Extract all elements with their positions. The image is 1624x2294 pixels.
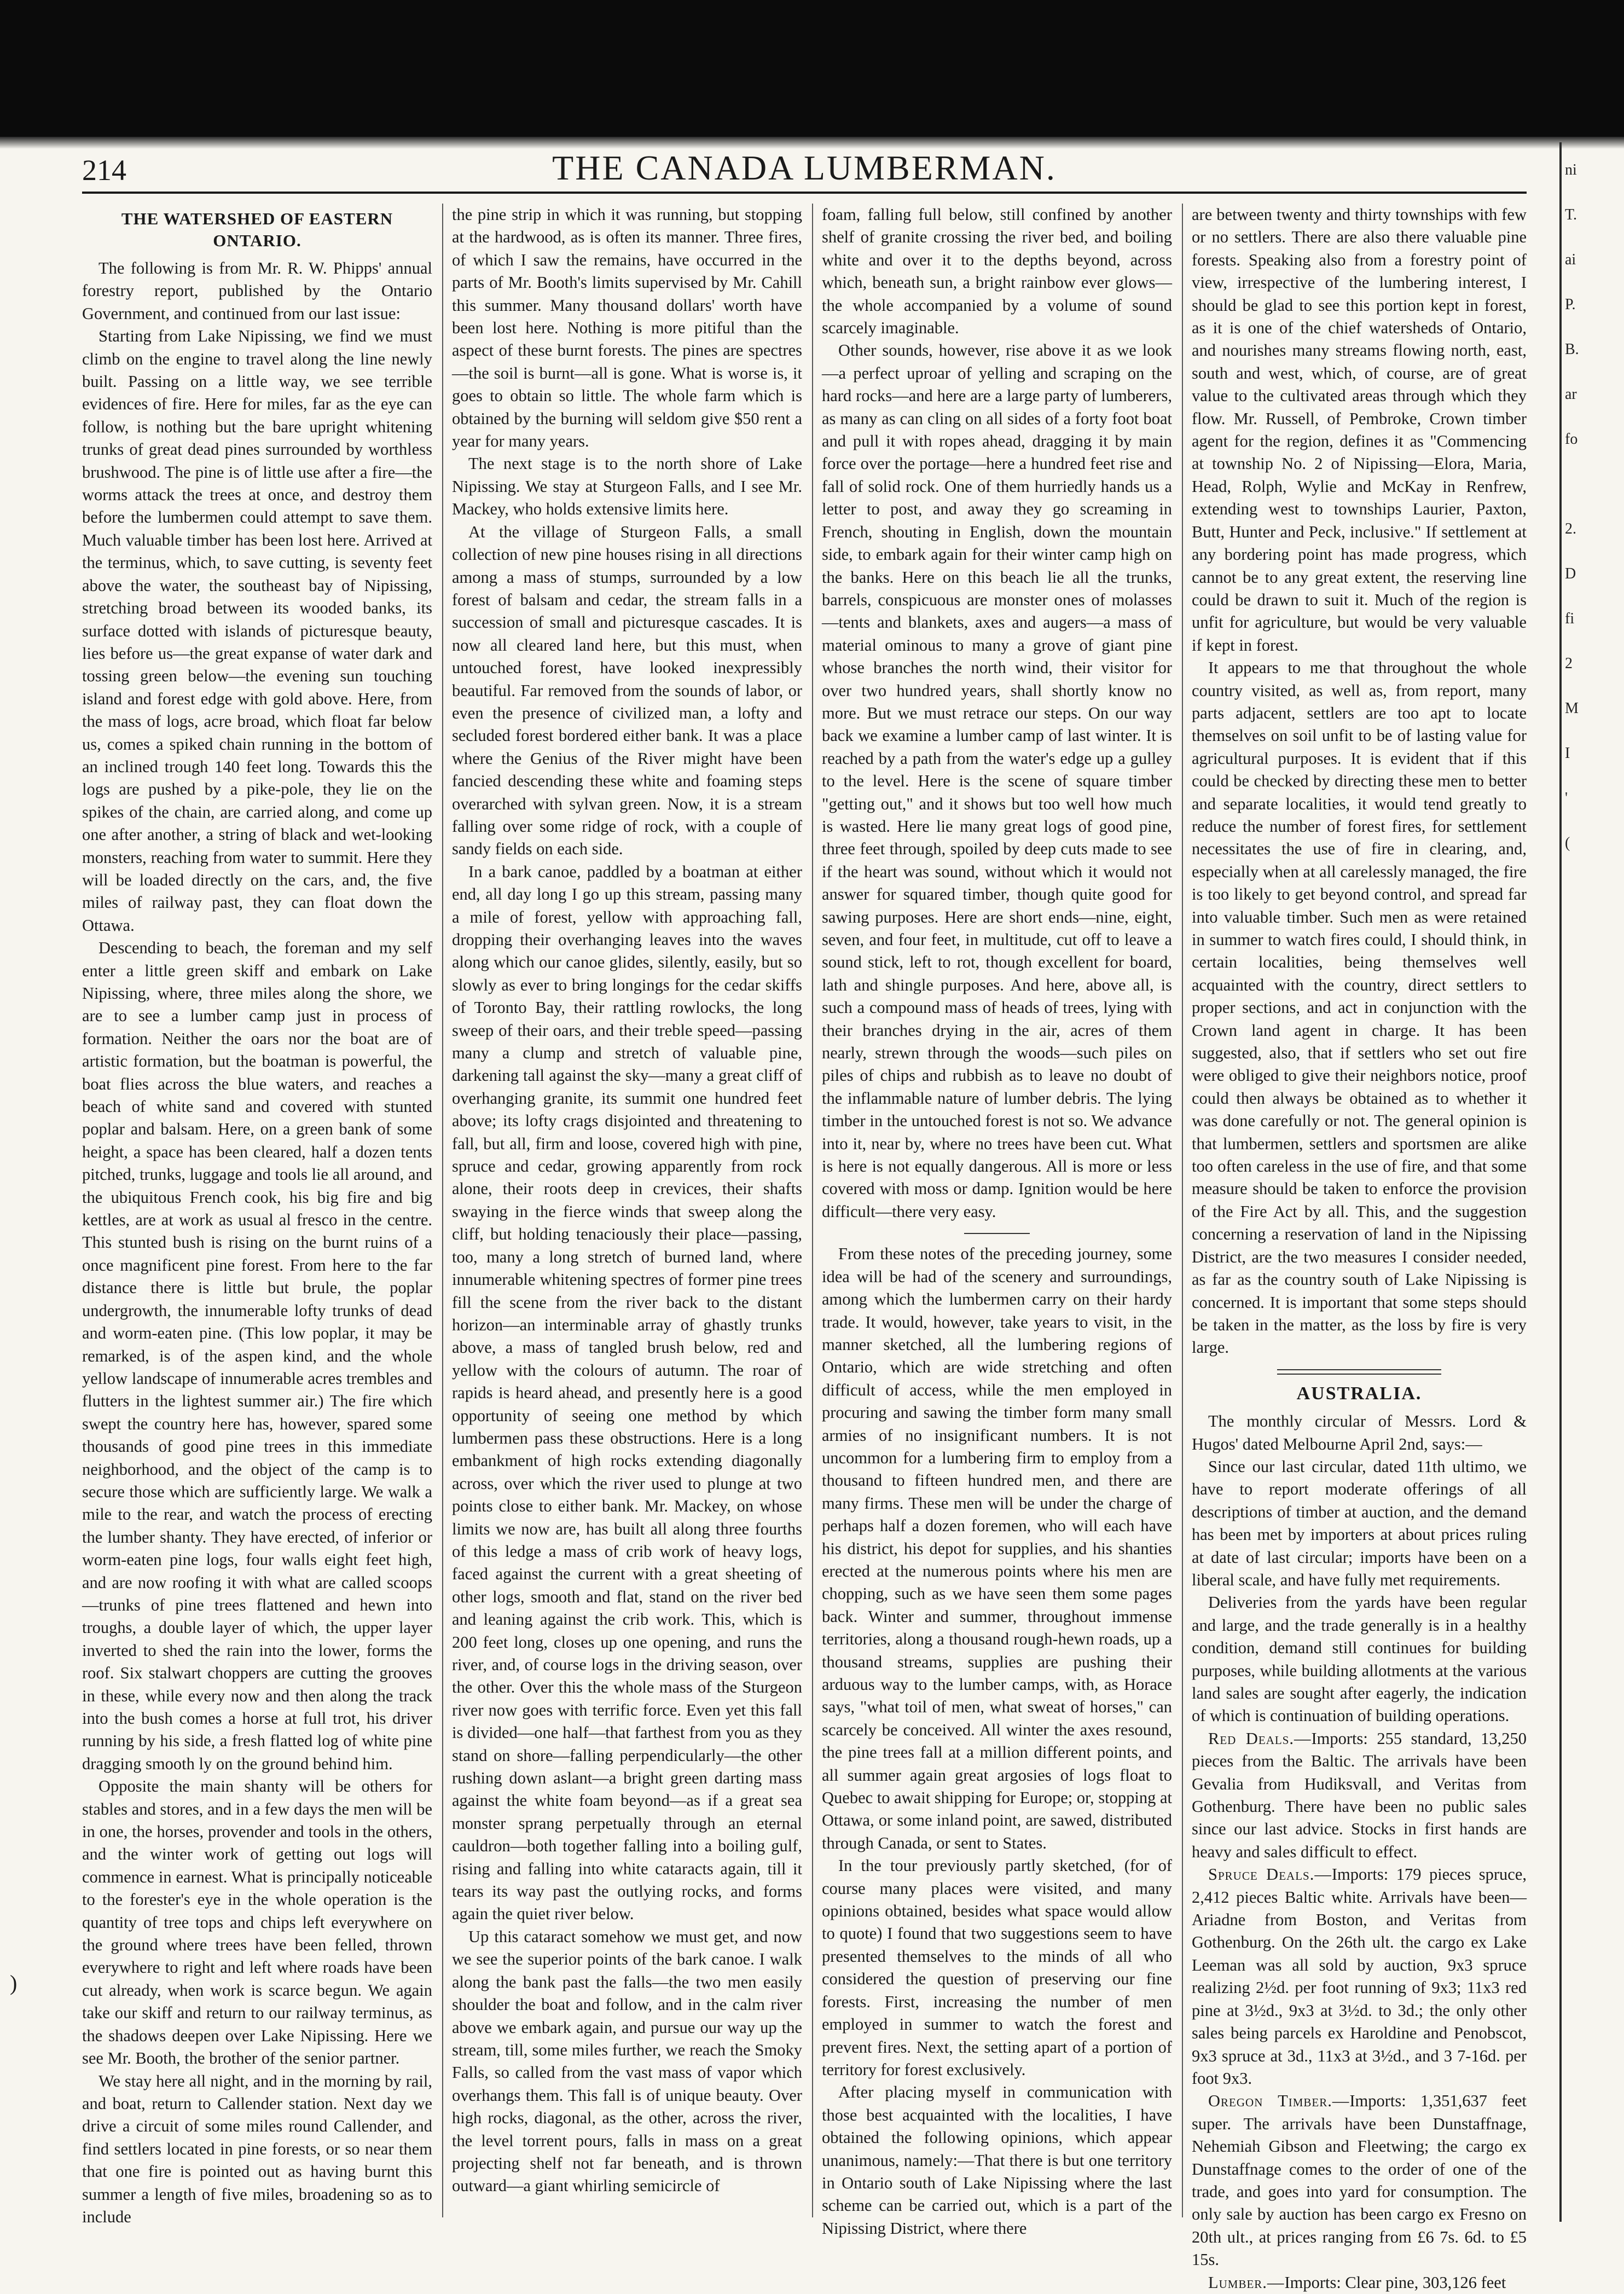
masthead-title: THE CANADA LUMBERMAN. [552,148,1057,187]
margin-fragment: fo [1565,431,1578,448]
paragraph: It appears to me that throughout the whole country visited, as well as, from report, many parts adjacent, settlers are too apt to locate themselves on soil unfit to be of lasting value for agricultural purposes. It is evident that if this could be checked by directing these men to better and separate localities, it would tend greatly to reduce the number of forest fires, for settlement necessitates the use of fire in clearing, and, especially when at all carelessly managed, the fire is too likely to get beyond control, and spread far into valuable timber. Such men as were retained in summer to watch fires could, I should think, in certain localities, being themselves well acquainted with the country, direct settlers to proper sections, and act in conjunction with the Crown land agent in charge. It has been suggested, also, that if settlers who set out fire were obliged to give their neighbors notice, proof could then always be obtained as to whether it was done carefully or not. The general opinion is that lumbermen, settlers and sportsmen are alike too often careless in the use of fire, and that some measure should be taken to enforce the provision of the Fire Act by all. This, and the suggestion concerning a reservation of land in the Nipissing District, are the two measures I consider needed, as far as the country south of Lake Nipissing is concerned. It is important that some steps should be taken in the matter, as the loss by fire is very large. [1192,658,1527,1357]
adjacent-page-gutter [1559,142,1562,2222]
margin-fragment: 2. [1565,520,1576,537]
column-3 [822,204,1172,2238]
margin-fragment: D [1565,565,1576,582]
item-text: Imports: Clear pine, 303,126 feet [1284,2273,1506,2292]
paragraph: Up this cataract somehow we must get, and now we see the superior points of the bark canoe. I walk along the bank past the falls—the two men easily shoulder the boat and follow, and in the calm river above we embark again, and pursue our way up the stream, till, some miles further, we reach the Smoky Falls, so called from the vast mass of vapor which overhangs them. This fall is of unique beauty. Over high rocks, diagonal, as the other, across the river, the level torrent pours, falls in mass on a great projecting shelf not far beneath, and is thrown outward—a giant whirling semicircle of [452,1927,802,2195]
paragraph: Descending to beach, the foreman and my self enter a little green skiff and embark on Lake Nipissing, where, three miles along the shore, we are to see a lumber camp just in process of formation. Neither the oars nor the boat are of artistic formation, but the boatman is powerful, the boat flies across the blue waters, and reaches a beach of white sand and covered with stunted poplar and balsam. Here, on a green bank of some height, a space has been cleared, half a dozen tents pitched, trunks, luggage and tools lie all around, and the ubiquitous French cook, his big fire and big kettles, are at work as usual al fresco in the centre. This stunted bush is rising on the burnt ruins of a once magnificent pine forest. From here to the far distance there is little but brule, the poplar undergrowth, the innumerable lofty trunks of dead and worm-eaten pine. (This low poplar, it may be remarked, is of the aspen kind, and the whole yellow landscape of innumerable acres trembles and flutters in the lightest summer air.) The fire which swept the country here has, however, spared some thousands of good pine trees in this immediate neighborhood, and the object of the camp is to secure those which are sufficiently large. We walk a mile to the rear, and watch the process of erecting the lumber shanty. They have erected, of inferior or worm-eaten pine logs, four walls eight feet high, and are now roofing it with what are called scoops—trunks of pine trees flattened and hewn into troughs, a double layer of which, the upper layer inverted to shed the rain into the lower, forms the roof. Six stalwart choppers are cutting the grooves in these, while every now and then along the track into the bush comes a horse at full trot, his driver running by his side, a fresh flatted log of white pine dragging smooth ly on the ground behind him. [82,939,432,1773]
section-divider [964,1233,1030,1234]
column-4 [1192,204,1527,2292]
column-divider [812,204,813,2217]
paragraph: In the tour previously partly sketched, (for of course many places were visited, and many opinions obtained, besides what space would allow to quote) I found that two suggestions seem to have presented themselves to the minds of all who considered the question of preserving our fine forests. First, increasing the number of men employed in summer to watch the forest and prevent fires. Next, the setting apart of a portion of territory for forest exclusively. [822,1856,1172,2079]
paragraph: Opposite the main shanty will be others for stables and stores, and in a few days the men will be in one, the horses, provender and tools in the others, and the winter work of getting out logs will commence in earnest. What is principally noticeable to the forester's eye in the whole operation is the quantity of tree tops and chips left everywhere on the ground where trees have been felled, thrown everywhere to right and left where roads have been cut already, when work is scarce begun. We again take our skiff and return to our railway terminus, as the shadows deepen over Lake Nipissing. Here we see Mr. Booth, the brother of the senior partner. [82,1777,432,2068]
paragraph: the pine strip in which it was running, but stopping at the hardwood, as is often its manner. Three fires, of which I saw the remains, have occurred in the parts of Mr. Booth's limits supervised by Mr. Cahill this summer. Many thousand dollars' worth have been lost here. Nothing is more pitiful than the aspect of these burnt forests. The pines are spectres—the soil is burnt—all is gone. What is worse is, it goes to obtain so little. The whole farm which is obtained by the burning will seldom give $50 rent a year for many years. [452,205,802,451]
paragraph: are between twenty and thirty townships with few or no settlers. There are also there valuable pine forests. Speaking also from a forestry point of view, irrespective of the lumbering interest, I should be glad to see this portion kept in forest, as it is one of the chief watersheds of Ontario, and nourishes many streams flowing north, east, south and west, which, of course, are of great value to the cultivated areas through which they flow. Mr. Russell, of Pembroke, Crown timber agent for the region, defines it as "Commencing at township No. 2 of Nipissing—Elora, Maria, Head, Rolph, Wylie and McKay in Renfrew, extending west to townships Laurier, Paxton, Butt, Hunter and Peck, inclusive." If settlement at any bordering point has made progress, which cannot be to any great extent, the reserving line could be drawn to suit it. Much of the region is unfit for agriculture, but would be very valuable if kept in forest. [1192,205,1527,654]
paragraph: At the village of Sturgeon Falls, a small collection of new pine houses rising in all directions among a mass of stumps, surrounded by a low forest of balsam and cedar, the stream falls in a succession of small and picturesque cascades. It is now all cleared land here, but this must, when untouched forest, have looked inexpressibly beautiful. Far removed from the sounds of labor, or even the presence of civilized man, a lofty and secluded forest bordered either bank. It was a place where the Genius of the River might have been fancied descending these white and foaming steps overarched with sylvan green. Now, it is a stream falling over some ridge of rock, with a couple of sandy fields on each side. [452,522,802,859]
column-2 [452,204,802,2217]
column-1 [82,204,432,2226]
left-edge-mark: ) [10,1971,18,1995]
market-item-oregon-timber [1192,2090,1527,2271]
margin-fragment: M [1565,700,1579,717]
paragraph: The monthly circular of Messrs. Lord & Hugos' dated Melbourne April 2nd, says:— [1192,1412,1527,1453]
scan-top-band [0,0,1624,137]
item-lead: Oregon Timber.— [1208,2092,1350,2111]
paragraph: After placing myself in communication with those best acquainted with the localities, I have obtained the following opinions, which appear unanimous, namely:—That there is but one territory in Ontario south of Lake Nipissing where the last scheme can be carried out, which is a part of the Nipissing District, where there [822,2083,1172,2238]
item-lead: Red Deals.— [1208,1729,1312,1748]
margin-fragment: ( [1565,835,1570,851]
margin-fragment: T. [1565,206,1577,223]
adjacent-page-fragments [1565,148,1624,851]
market-item-spruce-deals [1192,1863,1527,2090]
paragraph: In a bark canoe, paddled by a boatman at either end, all day long I go up this stream, passing many a mile of forest, yellow with approaching fall, dropping their overhanging leaves into the waves along which our canoe glides, silently, easily, but so slowly as ever to bring longings for the cedar skiffs of Toronto Bay, their rattling rowlocks, the long sweep of their oars, and their treble speed—passing many a clump and stretch of valuable pine, darkening tall against the sky—many a great cliff of overhanging granite, its summit one hundred feet above; its lofty crags disjointed and threatening to fall, but all, firm and loose, covered high with pine, spruce and cedar, growing apparently from rock alone, their roots deep in crevices, their shafts swaying in the fierce winds that sweep along the cliff, but holding tenaciously their place—passing, too, many a long stretch of burned land, where innumerable whitening spectres of former pine trees fill the scene from the river back to the distant horizon—an interminable array of ghastly trunks above, a mass of tangled brush below, red and yellow with the colours of autumn. The roar of rapids is heard ahead, and presently here is a good opportunity of seeing one method by which lumbermen pass these obstructions. Here is a long embankment of high rocks extending diagonally across, over which the river used to plunge at two points close to either bank. Mr. Mackey, on whose limits we now are, has built all along three fourths of this ledge a mass of crib work of heavy logs, faced against the current with a great sheeting of other logs, smooth and flat, stand on the river bed and leaning against the crib work. This, which is 200 feet long, closes up one opening, and runs the river, and, of course logs in the driving season, over the other. Over this the whole mass of the Sturgeon river now goes with terrific force. Even yet this fall is divided—one half—that farthest from you as they stand on shore—falling perpendicularly—the other rushing down aslant—a bright green darting mass against the white foam beyond—as if a great sea monster sprang perpetually through an eternal cauldron—both together falling into a boiling gulf, rising and falling into white cataracts again, till it tears its way past the outlying rocks, and forms again the quiet river below. [452,862,802,1924]
item-lead: Spruce Deals.— [1208,1865,1332,1884]
paragraph: Deliveries from the yards have been regular and large, and the trade generally is in a healthy condition, demand still continues for building purposes, while building allotments at the various land sales are sought after eagerly, the indication of which is continuation of building operations. [1192,1593,1527,1725]
paragraph: The following is from Mr. R. W. Phipps' annual forestry report, published by the Ontario Government, and continued from our last issue: [82,259,432,323]
margin-fragment: fi [1565,610,1575,627]
margin-fragment: B. [1565,341,1579,358]
item-text: Imports: 1,351,637 feet super. The arrivals have been Dunstaffnage, Nehemiah Gibson and Fleetwing; the cargo ex Dunstaffnage comes to the order of one of the trade, and goes into yard for consumption. The only sale by auction has been cargo ex Fresno on 20th ult., at prices ranging from £6 7s. 6d. to £5 15s. [1192,2092,1527,2269]
article-columns [82,204,1527,2292]
margin-fragment: P. [1565,296,1576,313]
item-lead: Lumber.— [1208,2273,1285,2292]
market-item-lumber [1192,2272,1527,2294]
item-text: Imports: 179 pieces spruce, 2,412 pieces Baltic white. Arrivals have been—Ariadne from Boston, and Veritas from Gothenburg. On the 26th ult. the cargo ex Lake Leeman was all sold by auction, 9x3 spruce realizing 2½d. per foot running of 9x3; 11x3 red pine at 3½d., 9x3 at 3½d. to 3d.; the only other sales being parcels ex Haroldine and Penobscot, 9x3 spruce at 3d., 11x3 at 3½d., and 3 7-16d. per foot 9x3. [1192,1865,1527,2088]
paragraph: From these notes of the preceding journey, some idea will be had of the scenery and surroundings, among which the lumbermen carry on their hardy trade. It would, however, take years to visit, in the manner sketched, all the lumbering regions of Ontario, which are wide stretching and often difficult of access, while the men employed in procuring and sawing the timber form many small armies of no insignificant numbers. It is not uncommon for a lumbering firm to employ from a thousand to fifteen hundred men, and there are many firms. These men will be under the charge of perhaps half a dozen foremen, who will each have his district, his depot for supplies, and his shanties erected at the numerous points where his men are chopping, such as we have seen them some pages back. Winter and summer, throughout immense territories, along a thousand rough-hewn roads, up a thousand streams, supplies are pushing their arduous way to the lumber camps, with, as Horace says, "what toil of men, what sweat of horses," can scarcely be conceived. All winter the axes resound, the pine trees fall at a million different points, and all summer again great argosies of logs float to Quebec to await shipping for Europe; or, stopping at Ottawa, or some inland point, are sawed, distributed through Canada, or sent to States. [822,1244,1172,1852]
page-number: 214 [82,154,126,187]
paragraph: The next stage is to the north shore of Lake Nipissing. We stay at Sturgeon Falls, and I see Mr. Mackey, who holds extensive limits here. [452,454,802,519]
paragraph: foam, falling full below, still confined by another shelf of granite crossing the river bed, and boiling white and over it to the depths beyond, across which, beneath sun, a bright rainbow ever glows—the whole accompanied by a volume of sound scarcely imaginable. [822,205,1172,338]
margin-fragment: ni [1565,161,1577,178]
section-divider [1277,1369,1441,1375]
margin-fragment: ar [1565,386,1577,403]
margin-fragment [1565,462,1624,507]
item-text: Imports: 255 standard, 13,250 pieces from the Baltic. The arrivals have been Gevalia from Hudiksvall, and Veritas from Gothenburg. There have been no public sales since our last advice. Stocks in first hands are heavy and sales difficult to effect. [1192,1729,1527,1861]
page-header [82,148,1527,192]
margin-fragment: ' [1565,790,1568,807]
column-divider [1182,204,1183,2217]
paragraph: Starting from Lake Nipissing, we find we must climb on the engine to travel along the line newly built. Passing on a little way, we see terrible evidences of fire. Here for miles, far as the eye can follow, is nothing but the bare upright whitening trunks of great dead pines surrounded by worthless brushwood. The pine is of little use after a fire—the worms attack the trees at once, and destroy them before the lumbermen could attempt to save them. Much valuable timber has been lost here. Arrived at the terminus, which, to save cutting, is seventy feet above the water, the southeast bay of Nipissing, stretching broad between its wooded banks, its surface dotted with islands of picturesque beauty, lies before us—the great expanse of water dark and tossing green below—the evening sun touching island and forest edge with gold above. Here, from the mass of logs, acre broad, which float far below us, comes a spiked chain running in the bottom of an inclined trough 140 feet long. Towards this the logs are pushed by a pike-pole, they lie on the spikes of the chain, are carried along, and come up one after another, a string of black and wet-looking monsters, reaching from water to summit. Here they will be loaded directly on the cars, and, the five miles of railway past, they can float down the Ottawa. [82,327,432,935]
column-divider [442,204,443,2217]
australia-heading: AUSTRALIA. [1296,1383,1422,1404]
paragraph: Other sounds, however, rise above it as we look—a perfect uproar of yelling and scraping on the hard rocks—and here are a large party of lumberers, as many as can cling on all sides of a forty foot boat and pull it with ropes ahead, dragging it by main force over the portage—here a hundred feet rise and fall of solid rock. One of them hurriedly hands us a letter to post, and away they go screaming in French, shouting in English, down the mountain side, to embark again for their winter camp high on the banks. Here on this beach lie all the trunks, barrels, conspicuous are monster ones of molasses—tents and blankets, axes and augers—a mass of material ominous to many a grove of giant pine whose branches the north wind, their visitor for over two hundred years, shall shortly know no more. But we must retrace our steps. On our way back we examine a lumber camp of last winter. It is reached by a path from the water's edge up a gulley to the level. Here is the scene of square timber "getting out," and it shows but too well how much is wasted. Here lie many great logs of good pine, three feet through, spoiled by deep cuts made to see if the heart was sound, without which it would not answer for squared timber, though quite good for sawing purposes. Here are short ends—nine, eight, seven, and four feet, in multitude, cut off to leave a sound stick, left to rot, though excellent for board, lath and shingle purposes. And here, above all, is such a compound mass of heads of trees, lying with their branches drying in the air, acres of them nearly, strewn through the woods—such piles on piles of chips and rubbish as to leave no doubt of the inflammable nature of lumber debris. The lying timber in the untouched forest is not so. We advance into it, near by, where no trees have been cut. What is here is not equally dangerous. All is more or less covered with moss or damp. Ignition would be here difficult—there very easy. [822,341,1172,1221]
scan-band-edge [0,137,1624,149]
paragraph: Since our last circular, dated 11th ultimo, we have to report moderate offerings of all descriptions of timber at auction, and the demand has been met by importers at about prices ruling at date of last circular; imports have been on a liberal scale, and have fully met requirements. [1192,1457,1527,1589]
header-rule [82,192,1527,194]
margin-fragment: ai [1565,251,1576,268]
paragraph: We stay here all night, and in the morning by rail, and boat, return to Callender station. Next day we drive a circuit of some miles round Callender, and find settlers located in pine forests, or so near them that one fire is pointed out as having burnt this summer a length of five miles, broadening so as to include [82,2071,432,2226]
margin-fragment: I [1565,745,1570,762]
article-title: THE WATERSHED OF EASTERN ONTARIO. [121,209,393,250]
market-item-red-deals [1192,1728,1527,1863]
margin-fragment: 2 [1565,655,1573,672]
